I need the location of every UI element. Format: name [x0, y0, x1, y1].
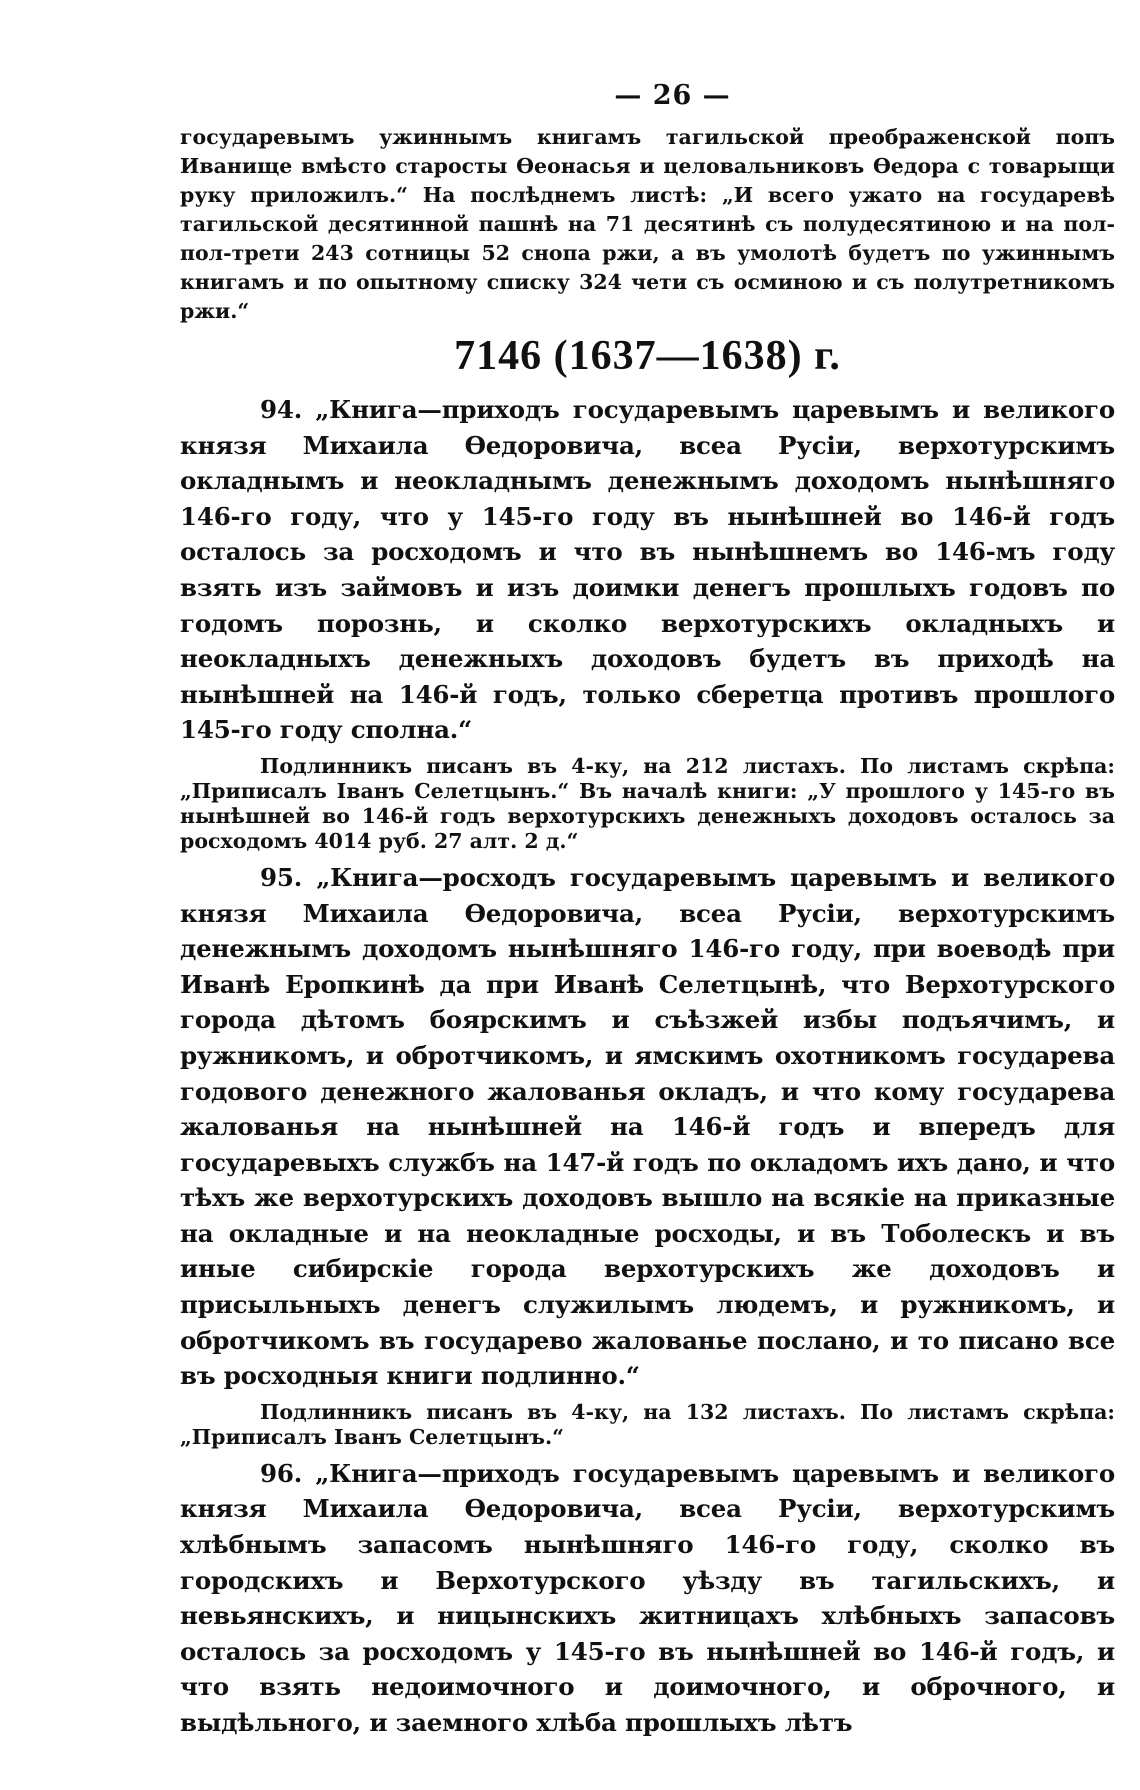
entry-number: 94.: [260, 395, 303, 424]
entry-text: „Книга—приходъ государевымъ царевымъ и великого князя Михаила Өедоровича, всеа Русіи, верхотурскимъ окладнымъ и неокладнымъ денежнымъ доходомъ нынѣшняго 146-го году, что у 145-го году въ нынѣшней во 146-й годъ осталось за росходомъ и что въ нынѣшнемъ во 146-мъ году взять изъ займовъ и изъ доимки денегъ прошлыхъ годовъ по годомъ порознь, и сколко верхотурскихъ окладныхъ и неокладныхъ денежныхъ доходовъ будетъ въ приходѣ на нынѣшней на 146-й годъ, только сберетца противъ прошлого 145-го году сполна.“: [180, 395, 1115, 745]
year-heading: 7146 (1637—1638) г.: [454, 333, 841, 379]
entry-96: [180, 1456, 1115, 1741]
entry-number: 95.: [260, 862, 303, 892]
page-number: — 26 —: [614, 80, 731, 111]
note-text: Подлинникъ писанъ въ 4-ку, на 212 листахъ. По листамъ скрѣпа: „Приписалъ Іванъ Селетцынъ.“ Въ началѣ книги: „У прошлого у 145-го въ нынѣшней во 146-й годъ верхотурскихъ денежныхъ доходовъ осталось за росходомъ 4014 руб. 27 алт. 2 д.“: [180, 753, 1115, 853]
entry-95: [180, 860, 1115, 1394]
continuation-paragraph: государевымъ ужиннымъ книгамъ тагильской преображенской попъ Иванище вмѣсто старосты Өеонасья и целовальниковъ Өедора с товарыщи руку приложилъ.“ На послѣднемъ листѣ: „И всего ужато на государевѣ тагильской десятинной пашнѣ на 71 десятинѣ съ полудесятиною и на пол-пол-трети 243 сотницы 52 снопа ржи, а въ умолотѣ будетъ по ужиннымъ книгамъ и по опытному списку 324 чети съ осминою и съ полутретникомъ ржи.“: [180, 125, 1115, 323]
entry-text: „Книга—приходъ государевымъ царевымъ и великого князя Михаила Өедоровича, всеа Русіи, верхотурскимъ хлѣбнымъ запасомъ нынѣшняго 146-го году, сколко въ городскихъ и Верхотурского уѣзду въ тагильскихъ, и невьянскихъ, и ницынскихъ житницахъ хлѣбныхъ запасовъ осталось за росходомъ у 145-го въ нынѣшней во 146-й годъ, и что взять недоимочного и доимочного, и оброчного, и выдѣльного, и заемного хлѣба прошлыхъ лѣтъ: [180, 1458, 1115, 1737]
entry-94-note: [180, 754, 1115, 854]
entry-number: 96.: [260, 1458, 303, 1488]
entry-text: „Книга—росходъ государевымъ царевымъ и великого князя Михаила Өедоровича, всеа Русіи, верхотурскимъ денежнымъ доходомъ нынѣшняго 146-го году, при воеводѣ при Иванѣ Еропкинѣ да при Иванѣ Селетцынѣ, что Верхотурского города дѣтомъ боярскимъ и съѣзжей избы подъячимъ, и ружникомъ, и обротчикомъ, и ямскимъ охотникомъ государева годового денежного жалованья окладъ, и что кому государева жалованья на нынѣшней на 146-й годъ и впередъ для государевыхъ службъ на 147-й годъ по окладомъ ихъ дано, и что тѣхъ же верхотурскихъ доходовъ вышло на всякіе на приказные на окладные и на неокладные росходы, и въ Тоболескъ и въ иные сибирскіе города верхотурскихъ же доходовъ и присыльныхъ денегъ служилымъ людемъ, и ружникомъ, и обротчикомъ въ государево жалованье послано, и то писано все въ росходныя книги подлинно.“: [180, 862, 1115, 1391]
entry-95-note: [180, 1400, 1115, 1450]
document-page: [180, 80, 1115, 1741]
note-text: Подлинникъ писанъ въ 4-ку, на 132 листахъ. По листамъ скрѣпа: „Приписалъ Іванъ Селетцынъ.“: [180, 1399, 1115, 1449]
entry-94: [180, 392, 1115, 748]
